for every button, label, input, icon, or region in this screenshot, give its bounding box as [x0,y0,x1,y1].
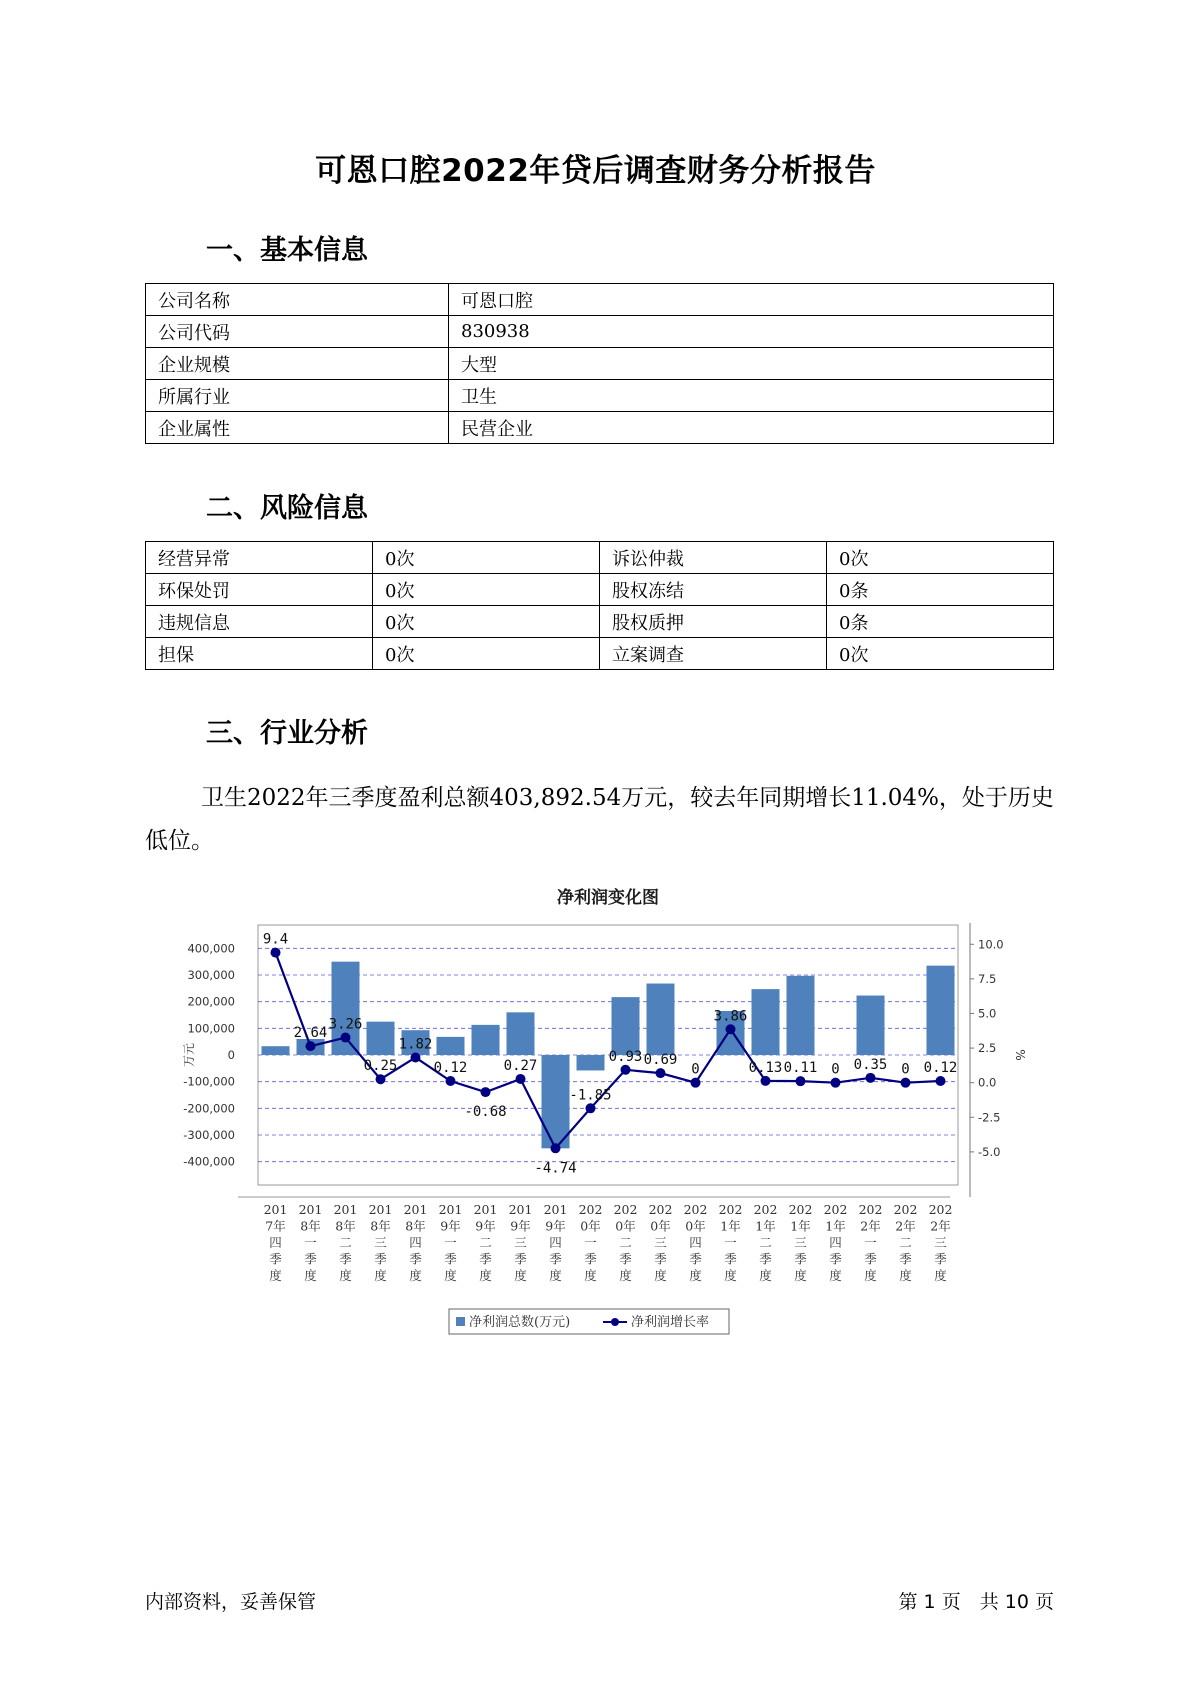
x-tick-label: 9年 [545,1218,566,1234]
growth-data-label: 0 [691,1061,700,1078]
x-tick-label: 季 [619,1251,632,1267]
growth-data-label: -4.74 [534,1160,577,1177]
x-tick-label: 一 [304,1235,317,1250]
y-left-tick-label: -300,000 [183,1128,235,1142]
y-left-tick-label: 300,000 [187,968,235,982]
field-label: 公司名称 [146,284,449,316]
growth-point [901,1078,911,1088]
bar [262,1046,290,1055]
x-tick-label: 四 [549,1235,562,1250]
growth-data-label: 0.12 [923,1060,958,1077]
risk-label: 诉讼仲裁 [600,542,827,574]
growth-data-label: 3.86 [713,1008,748,1025]
x-tick-label: 季 [934,1251,947,1267]
x-tick-label: 7年 [265,1218,286,1234]
field-label: 企业属性 [146,412,449,444]
x-tick-label: 度 [514,1268,527,1283]
growth-data-label: 0.25 [363,1058,398,1075]
risk-label: 担保 [146,638,373,670]
bar [367,1022,395,1055]
page-middle: 页 共 [941,1591,999,1613]
x-tick-label: 二 [619,1235,632,1250]
risk-label: 经营异常 [146,542,373,574]
x-tick-label: 三 [794,1235,807,1250]
net-profit-chart [175,885,1025,1355]
growth-point [376,1074,386,1084]
growth-point [341,1033,351,1043]
x-tick-label: 0年 [615,1218,636,1234]
risk-value: 0次 [827,638,1054,670]
x-tick-label: 一 [444,1235,457,1250]
x-tick-label: 202 [858,1202,883,1217]
growth-point [551,1143,561,1153]
x-tick-label: 度 [899,1268,912,1283]
x-tick-label: 季 [724,1251,737,1267]
section-basic-info: 一、基本信息 [206,235,368,266]
x-tick-label: 201 [368,1202,393,1217]
growth-point [411,1052,421,1062]
x-tick-label: 度 [584,1268,597,1283]
y-left-axis-label: 万元 [182,1042,196,1068]
y-left-tick-label: -100,000 [183,1074,235,1089]
x-tick-label: 二 [339,1235,352,1250]
x-tick-label: 一 [724,1235,737,1250]
x-tick-label: 202 [753,1202,778,1217]
growth-point [586,1103,596,1113]
section-industry-analysis: 三、行业分析 [206,718,368,749]
risk-label: 股权质押 [600,606,827,638]
x-tick-label: 201 [298,1202,323,1217]
y-right-tick-label: 5.0 [978,1006,997,1021]
x-tick-label: 201 [333,1202,358,1217]
chart-title: 净利润变化图 [557,888,659,908]
growth-data-label: 0.12 [433,1060,468,1077]
risk-value: 0次 [373,542,600,574]
x-tick-label: 季 [514,1251,527,1267]
bar [437,1037,465,1055]
field-label: 公司代码 [146,316,449,348]
legend-line-label: 净利润增长率 [631,1315,710,1330]
growth-point [621,1065,631,1075]
y-left-tick-label: 400,000 [187,941,235,956]
risk-value: 0条 [827,574,1054,606]
x-tick-label: 9年 [475,1218,496,1234]
growth-data-label: 3.26 [328,1016,363,1033]
field-value: 卫生 [449,380,1054,412]
x-tick-label: 度 [724,1268,737,1283]
x-tick-label: 度 [339,1268,352,1283]
x-tick-label: 季 [654,1251,667,1267]
x-tick-label: 202 [683,1202,708,1217]
risk-value: 0次 [827,542,1054,574]
x-tick-label: 季 [899,1251,912,1267]
x-tick-label: 度 [374,1268,387,1283]
y-left-tick-label: 200,000 [187,994,235,1009]
growth-data-label: 2.64 [293,1025,328,1042]
x-tick-label: 季 [794,1251,807,1267]
legend-bar-swatch [456,1317,465,1326]
growth-point [726,1024,736,1034]
x-tick-label: 202 [893,1202,918,1217]
x-tick-label: 202 [823,1202,848,1217]
industry-paragraph: 卫生2022年三季度盈利总额403,892.54万元，较去年同期增长11.04%，处于历史低位。 [145,785,1054,854]
x-tick-label: 1年 [790,1218,811,1234]
growth-data-label: 1.82 [398,1036,433,1053]
x-tick-label: 度 [759,1268,772,1283]
x-tick-label: 度 [479,1268,492,1283]
x-tick-label: 季 [479,1251,492,1267]
bar [472,1025,500,1055]
growth-point [936,1076,946,1086]
x-tick-label: 度 [549,1268,562,1283]
x-tick-label: 9年 [510,1218,531,1234]
y-right-tick-label: 10.0 [978,937,1004,952]
x-tick-label: 季 [759,1251,772,1267]
x-tick-label: 四 [829,1235,842,1250]
growth-point [796,1076,806,1086]
table-row [146,606,1054,638]
table-row [146,380,1054,412]
y-left-tick-label: -400,000 [183,1154,235,1169]
x-tick-label: 度 [794,1268,807,1283]
bar [927,966,955,1055]
y-right-tick-label: -2.5 [978,1110,1001,1125]
x-tick-label: 度 [304,1268,317,1283]
x-tick-label: 三 [374,1235,387,1250]
x-tick-label: 度 [934,1268,947,1283]
x-tick-label: 季 [829,1251,842,1267]
x-tick-label: 201 [438,1202,463,1217]
growth-data-label: 0.93 [608,1048,643,1065]
bar [542,1055,570,1148]
footer-confidential-note: 内部资料，妥善保管 [145,1591,317,1613]
x-tick-label: 季 [549,1251,562,1267]
growth-data-label: 0 [901,1061,910,1078]
x-tick-label: 二 [479,1235,492,1250]
table-row [146,412,1054,444]
x-tick-label: 三 [654,1235,667,1250]
bar [507,1012,535,1055]
x-tick-label: 二 [759,1235,772,1250]
risk-label: 环保处罚 [146,574,373,606]
x-tick-label: 季 [374,1251,387,1267]
x-tick-label: 季 [269,1251,282,1267]
table-row [146,638,1054,670]
y-right-tick-label: 2.5 [978,1041,997,1056]
growth-data-label: -1.85 [569,1087,612,1104]
bar [752,989,780,1055]
growth-data-label: 0.27 [503,1057,538,1074]
x-tick-label: 202 [578,1202,603,1217]
section-risk-info: 二、风险信息 [206,493,368,524]
x-tick-label: 2年 [930,1218,951,1234]
x-tick-label: 1年 [720,1218,741,1234]
risk-label: 违规信息 [146,606,373,638]
y-left-tick-label: 0 [227,1048,235,1062]
x-tick-label: 二 [899,1235,912,1250]
x-tick-label: 度 [269,1268,282,1283]
page-number: 1 [923,1591,936,1613]
x-tick-label: 四 [689,1235,702,1250]
legend-line-marker [611,1318,619,1326]
x-tick-label: 201 [508,1202,533,1217]
x-tick-label: 季 [864,1251,877,1267]
page-suffix: 页 [1034,1591,1054,1613]
x-tick-label: 2年 [860,1218,881,1234]
growth-data-label: 0.13 [748,1059,783,1076]
y-right-tick-label: 0.0 [978,1075,997,1090]
risk-value: 0次 [373,638,600,670]
x-tick-label: 0年 [685,1218,706,1234]
bar [612,997,640,1055]
growth-data-label: 0.35 [853,1056,888,1073]
bar [787,976,815,1055]
x-tick-label: 201 [403,1202,428,1217]
x-tick-label: 201 [543,1202,568,1217]
page-total: 10 [1004,1591,1029,1613]
growth-data-label: 0 [831,1061,840,1078]
x-tick-label: 度 [444,1268,457,1283]
x-tick-label: 202 [788,1202,813,1217]
x-tick-label: 度 [654,1268,667,1283]
growth-point [271,948,281,958]
growth-point [691,1078,701,1088]
growth-point [866,1073,876,1083]
y-right-tick-label: -5.0 [978,1144,1001,1159]
x-tick-label: 三 [934,1235,947,1250]
x-tick-label: 202 [613,1202,638,1217]
risk-value: 0次 [373,574,600,606]
x-tick-label: 度 [689,1268,702,1283]
field-label: 所属行业 [146,380,449,412]
growth-data-label: 9.4 [262,931,289,948]
field-value: 830938 [449,316,1054,348]
bar [647,984,675,1055]
x-tick-label: 1年 [825,1218,846,1234]
table-row [146,348,1054,380]
growth-point [481,1087,491,1097]
basic-info-table [145,283,1054,444]
x-tick-label: 一 [584,1235,597,1250]
risk-value: 0次 [373,606,600,638]
x-tick-label: 201 [263,1202,288,1217]
legend-bar-label: 净利润总数(万元) [469,1315,571,1330]
growth-point [516,1074,526,1084]
x-tick-label: 9年 [440,1218,461,1234]
growth-point [656,1068,666,1078]
growth-point [306,1041,316,1051]
field-value: 可恩口腔 [449,284,1054,316]
x-tick-label: 一 [864,1235,877,1250]
field-value: 民营企业 [449,412,1054,444]
x-tick-label: 度 [619,1268,632,1283]
x-tick-label: 8年 [300,1218,321,1234]
x-tick-label: 度 [829,1268,842,1283]
risk-info-table [145,541,1054,670]
x-tick-label: 三 [514,1235,527,1250]
y-right-tick-label: 7.5 [978,971,997,986]
bar [577,1055,605,1070]
risk-label: 股权冻结 [600,574,827,606]
x-tick-label: 0年 [650,1218,671,1234]
x-tick-label: 度 [864,1268,877,1283]
x-tick-label: 8年 [405,1218,426,1234]
x-tick-label: 201 [473,1202,498,1217]
risk-value: 0条 [827,606,1054,638]
page-prefix: 第 [898,1591,918,1613]
x-tick-label: 季 [584,1251,597,1267]
footer-page-indicator [898,1587,1054,1614]
x-tick-label: 8年 [335,1218,356,1234]
x-tick-label: 202 [718,1202,743,1217]
x-tick-label: 季 [409,1251,422,1267]
growth-data-label: 0.11 [783,1060,818,1077]
table-row [146,284,1054,316]
table-row [146,574,1054,606]
chart-svg [175,885,1025,1355]
growth-point [446,1076,456,1086]
x-tick-label: 202 [648,1202,673,1217]
x-tick-label: 度 [409,1268,422,1283]
y-right-axis-label: % [1013,1049,1027,1061]
x-tick-label: 季 [339,1251,352,1267]
x-tick-label: 季 [689,1251,702,1267]
x-tick-label: 202 [928,1202,953,1217]
x-tick-label: 1年 [755,1218,776,1234]
y-left-tick-label: 100,000 [187,1021,235,1036]
growth-point [761,1076,771,1086]
x-tick-label: 季 [444,1251,457,1267]
table-row [146,542,1054,574]
field-value: 大型 [449,348,1054,380]
growth-point [831,1078,841,1088]
field-label: 企业规模 [146,348,449,380]
table-row [146,316,1054,348]
report-title: 可恩口腔2022年贷后调查财务分析报告 [315,153,876,189]
growth-data-label: -0.68 [464,1104,507,1121]
x-tick-label: 季 [304,1251,317,1267]
y-left-tick-label: -200,000 [183,1101,235,1116]
x-tick-label: 四 [409,1235,422,1250]
growth-data-label: 0.69 [643,1052,678,1069]
x-tick-label: 四 [269,1235,282,1250]
x-tick-label: 8年 [370,1218,391,1234]
x-tick-label: 0年 [580,1218,601,1234]
x-tick-label: 2年 [895,1218,916,1234]
bar [857,996,885,1055]
risk-label: 立案调查 [600,638,827,670]
